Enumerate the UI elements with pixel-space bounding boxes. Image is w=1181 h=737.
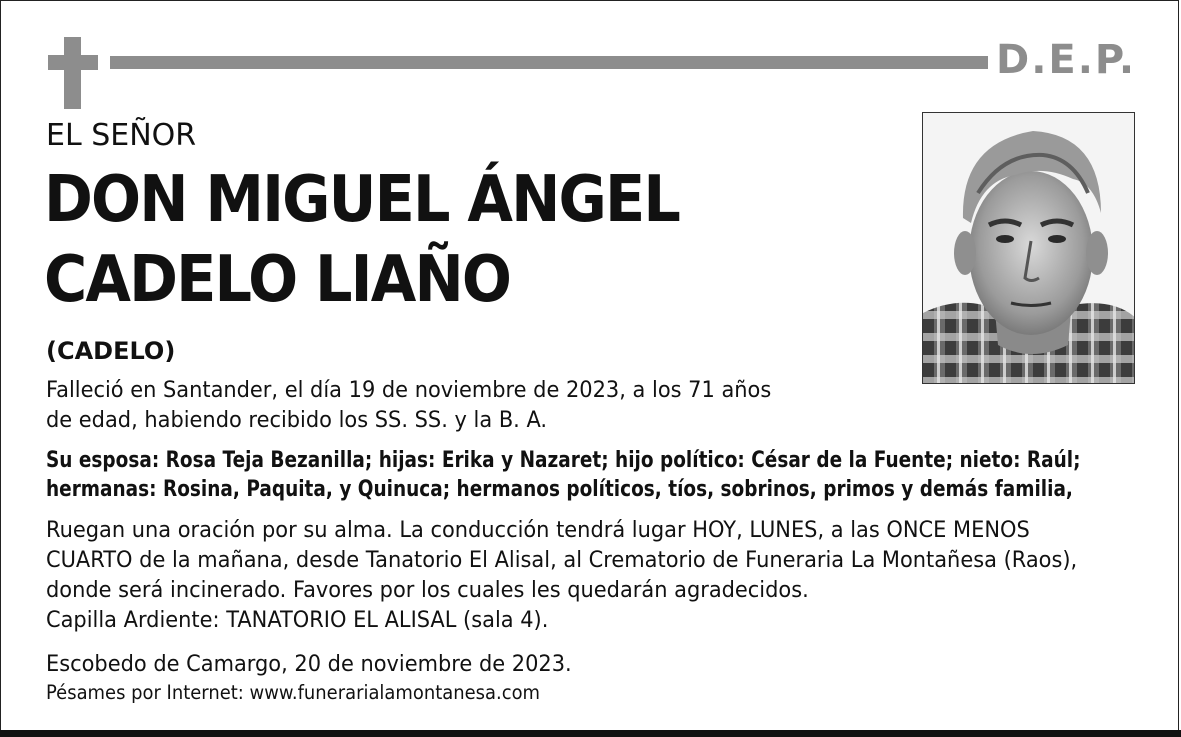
- death-notice: Falleció en Santander, el día 19 de noviembre de 2023, a los 71 años de edad, habiendo recibido los SS. SS. y la B. A.: [46, 377, 772, 433]
- deceased-name: [44, 160, 679, 320]
- dep-label: D.E.P.: [996, 37, 1137, 83]
- portrait-photo: [922, 112, 1135, 384]
- name-line: DON MIGUEL ÁNGEL: [44, 163, 680, 237]
- header-rule: [110, 56, 988, 69]
- place-date: Escobedo de Camargo, 20 de noviembre de 2023.: [46, 651, 572, 677]
- bottom-border: [0, 730, 1181, 737]
- cross-icon: [48, 37, 98, 109]
- condolences-link: Pésames por Internet: www.funerarialamontanesa.com: [46, 681, 541, 704]
- family-list: Su esposa: Rosa Teja Bezanilla; hijas: Erika y Nazaret; hijo político: César de la Fuente; nieto: Raúl; hermanas: Rosina, Paquita, y Quinuca; hermanos políticos, tíos, sobrinos, primos y demás familia,: [46, 448, 1081, 502]
- intro-title: EL SEÑOR: [46, 118, 197, 153]
- ceremony-details: Ruegan una oración por su alma. La conducción tendrá lugar HOY, LUNES, a las ONCE MENOS CUARTO de la mañana, desde Tanatorio El Alisal, al Crematorio de Funeraria La Montañesa (Raos), donde será incinerado. Favores por los cuales les quedarán agradecidos. Capilla Ardiente: TANATORIO EL ALISAL (sala 4).: [46, 517, 1078, 633]
- nickname: (CADELO): [46, 337, 176, 365]
- name-line: CADELO LIAÑO: [44, 243, 511, 317]
